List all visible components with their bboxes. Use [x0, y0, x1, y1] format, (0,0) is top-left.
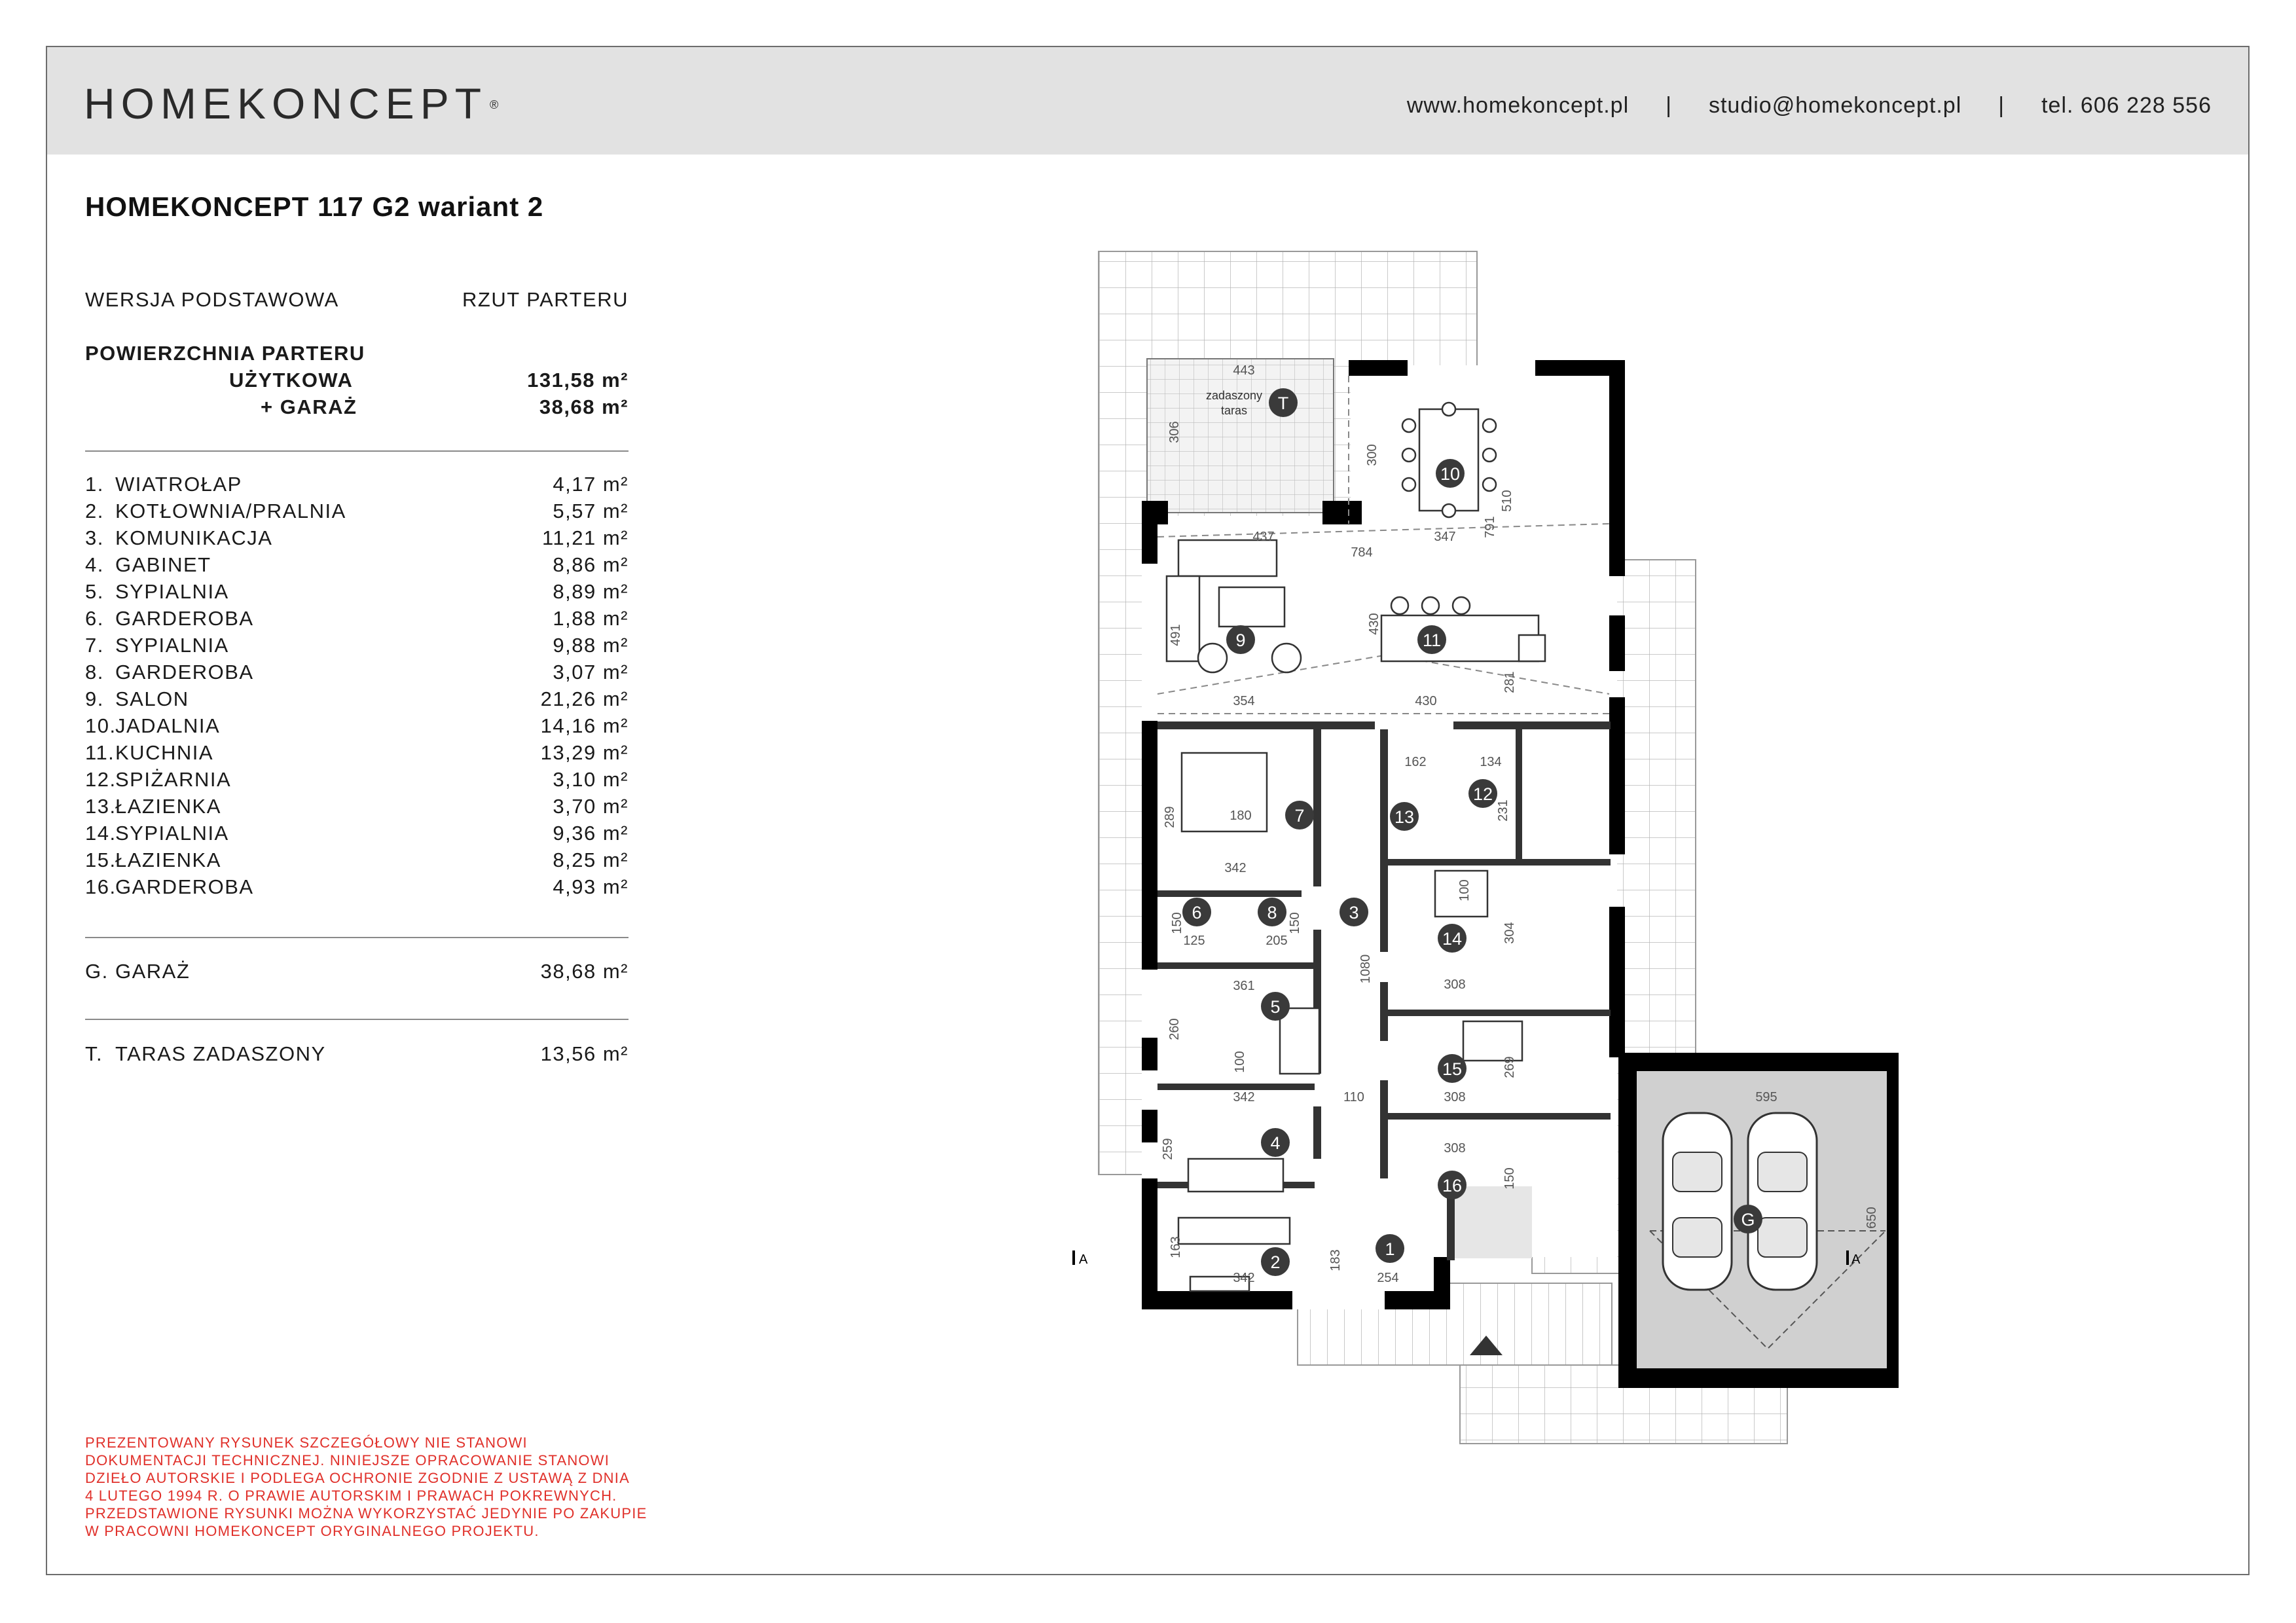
- room-marker-15: [1438, 1054, 1467, 1083]
- dimension-label: 231: [1496, 799, 1510, 822]
- dimension-label: 259: [1161, 1138, 1175, 1160]
- room-marker-1: [1376, 1234, 1404, 1263]
- svg-text:5: 5: [1270, 997, 1281, 1017]
- room-row: [85, 741, 629, 768]
- dimension-label: 100: [1233, 1051, 1247, 1073]
- dimension-label: 180: [1230, 809, 1252, 823]
- usable-label: UŻYTKOWA: [229, 369, 354, 392]
- terrace-caption: taras: [1220, 404, 1248, 417]
- dimension-label: 162: [1404, 755, 1427, 769]
- disclaimer-line: DOKUMENTACJI TECHNICZNEJ. NINIEJSZE OPRACOWANIE STANOWI: [85, 1452, 610, 1468]
- dimension-label: 260: [1167, 1018, 1182, 1040]
- divider: [85, 450, 629, 452]
- room-marker-3: [1339, 898, 1368, 926]
- garage-value: 38,68 m²: [539, 395, 629, 418]
- disclaimer-line: PRZEDSTAWIONE RYSUNKI MOŻNA WYKORZYSTAĆ JEDYNIE PO ZAKUPIE: [85, 1505, 647, 1522]
- room-marker-16: [1438, 1171, 1467, 1199]
- terrace-caption: zadaszony: [1205, 389, 1263, 402]
- room-area: 3,10 m²: [553, 768, 629, 791]
- room-area: 13,29 m²: [540, 741, 629, 764]
- dimension-label: 134: [1480, 755, 1502, 769]
- room-area: 1,88 m²: [553, 607, 629, 630]
- floor-plan: [1021, 236, 1899, 1480]
- dimension-label: 784: [1351, 545, 1373, 560]
- room-marker-5: [1261, 992, 1290, 1021]
- room-name: 5. SYPIALNIA: [85, 580, 229, 603]
- room-marker-13: [1390, 802, 1419, 831]
- room-list: [85, 473, 629, 902]
- room-name: 8. GARDEROBA: [85, 661, 254, 684]
- svg-text:14: 14: [1442, 929, 1463, 949]
- dimension-label: 205: [1266, 934, 1288, 948]
- room-marker-12: [1468, 779, 1497, 808]
- room-marker-7: [1285, 801, 1314, 830]
- disclaimer-line: 4 LUTEGO 1994 R. O PRAWIE AUTORSKIM I PRAWACH POKREWNYCH.: [85, 1487, 617, 1504]
- room-area: 9,36 m²: [553, 822, 629, 845]
- svg-text:8: 8: [1267, 903, 1277, 922]
- room-area: 8,89 m²: [553, 580, 629, 603]
- svg-text:4: 4: [1270, 1133, 1281, 1153]
- room-name: 1. WIATROŁAP: [85, 473, 242, 496]
- svg-text:7: 7: [1294, 806, 1305, 826]
- area-summary: [85, 342, 629, 422]
- garage-name: G. GARAŻ: [85, 960, 191, 983]
- terrace-name: T. TARAS ZADASZONY: [85, 1042, 326, 1065]
- svg-text:A: A: [1079, 1252, 1088, 1267]
- dimension-label: 289: [1163, 806, 1177, 828]
- dimension-label: 306: [1167, 421, 1182, 443]
- dimension-label: 443: [1233, 363, 1255, 378]
- room-row: [85, 795, 629, 822]
- disclaimer: [85, 1434, 648, 1540]
- room-name: 11.KUCHNIA: [85, 741, 214, 764]
- dimension-label: 437: [1252, 530, 1275, 544]
- dimension-label: 304: [1503, 922, 1517, 944]
- section-marker: [1846, 1250, 1861, 1267]
- room-row: [85, 580, 629, 607]
- email-link[interactable]: studio@homekoncept.pl: [1708, 93, 1962, 118]
- dimension-label: 308: [1444, 977, 1466, 992]
- disclaimer-line: W PRACOWNI HOMEKONCEPT ORYGINALNEGO PROJEKTU.: [85, 1523, 539, 1539]
- svg-text:10: 10: [1440, 464, 1461, 484]
- room-name: 4. GABINET: [85, 553, 211, 576]
- terrace-row: [85, 1042, 629, 1069]
- svg-text:1: 1: [1385, 1239, 1395, 1259]
- disclaimer-line: DZIEŁO AUTORSKIE I PODLEGA OCHRONIE ZGODNIE Z USTAWĄ Z DNIA: [85, 1470, 630, 1486]
- room-name: 9. SALON: [85, 687, 189, 710]
- dimension-label: 254: [1377, 1271, 1399, 1285]
- website-link[interactable]: www.homekoncept.pl: [1406, 93, 1630, 118]
- room-name: 6. GARDEROBA: [85, 607, 254, 630]
- dimension-label: 650: [1865, 1207, 1879, 1229]
- svg-text:11: 11: [1422, 630, 1442, 650]
- dimension-label: 100: [1457, 879, 1472, 902]
- usable-value: 131,58 m²: [527, 369, 629, 392]
- dimension-label: 150: [1288, 912, 1302, 934]
- room-area: 11,21 m²: [541, 526, 629, 549]
- svg-text:T: T: [1277, 393, 1289, 413]
- contact-info: [1407, 93, 2212, 119]
- dimension-label: 183: [1328, 1249, 1343, 1271]
- room-area: 4,93 m²: [553, 875, 629, 898]
- room-row: [85, 553, 629, 580]
- car-icon: [1748, 1113, 1817, 1290]
- svg-text:12: 12: [1472, 784, 1493, 804]
- room-marker-t: [1269, 388, 1298, 417]
- garage-label: + GARAŻ: [261, 395, 357, 418]
- svg-text:13: 13: [1394, 807, 1415, 827]
- dimension-label: 354: [1233, 694, 1255, 708]
- version-label: WERSJA PODSTAWOWA: [85, 288, 339, 311]
- room-name: 7. SYPIALNIA: [85, 634, 229, 657]
- dimension-label: 1080: [1358, 954, 1373, 984]
- svg-text:6: 6: [1192, 903, 1202, 922]
- dimension-label: 269: [1503, 1056, 1517, 1078]
- room-marker-9: [1226, 625, 1255, 654]
- dimension-label: 281: [1503, 671, 1517, 693]
- room-area: 4,17 m²: [553, 473, 629, 496]
- dimension-label: 300: [1365, 444, 1379, 466]
- room-marker-11: [1417, 625, 1446, 654]
- divider: [85, 1019, 629, 1020]
- room-row: [85, 473, 629, 500]
- room-row: [85, 768, 629, 795]
- dimension-label: 342: [1233, 1090, 1255, 1104]
- car-icon: [1663, 1113, 1732, 1290]
- room-name: 12.SPIŻARNIA: [85, 768, 232, 791]
- room-row: [85, 822, 629, 848]
- dimension-label: 347: [1434, 530, 1456, 544]
- view-label: RZUT PARTERU: [462, 288, 629, 311]
- room-row: [85, 875, 629, 902]
- room-marker-4: [1261, 1128, 1290, 1157]
- dimension-label: 491: [1169, 624, 1183, 646]
- svg-text:3: 3: [1349, 903, 1359, 922]
- room-name: 10.JADALNIA: [85, 714, 221, 737]
- divider: [85, 937, 629, 938]
- version-row: [85, 288, 629, 315]
- room-area: 14,16 m²: [540, 714, 629, 737]
- room-row: [85, 714, 629, 741]
- dimension-label: 163: [1169, 1236, 1183, 1258]
- room-area: 21,26 m²: [540, 687, 629, 710]
- separator: |: [1666, 93, 1672, 118]
- room-marker-14: [1438, 924, 1467, 953]
- room-marker-8: [1258, 898, 1286, 926]
- header-bar: [47, 47, 2248, 155]
- section-marker: [1072, 1250, 1088, 1267]
- room-marker-6: [1182, 898, 1211, 926]
- room-row: [85, 661, 629, 687]
- svg-text:A: A: [1851, 1252, 1861, 1267]
- svg-text:15: 15: [1442, 1059, 1463, 1079]
- dimension-label: 150: [1170, 912, 1184, 934]
- svg-text:2: 2: [1270, 1252, 1281, 1272]
- separator: |: [1998, 93, 2005, 118]
- dimension-label: 791: [1483, 516, 1497, 538]
- room-name: 3. KOMUNIKACJA: [85, 526, 273, 549]
- room-area: 9,88 m²: [553, 634, 629, 657]
- dimension-label: 342: [1233, 1271, 1255, 1285]
- room-marker-10: [1436, 459, 1465, 488]
- svg-text:16: 16: [1442, 1176, 1463, 1195]
- disclaimer-line: PREZENTOWANY RYSUNEK SZCZEGÓŁOWY NIE STANOWI: [85, 1434, 528, 1451]
- room-name: 16.GARDEROBA: [85, 875, 254, 898]
- room-area: 3,70 m²: [553, 795, 629, 818]
- brand-logo: HOMEKONCEPT ®: [84, 79, 499, 128]
- dimension-label: 361: [1233, 979, 1255, 993]
- room-name: 13.ŁAZIENKA: [85, 795, 221, 818]
- room-name: 14.SYPIALNIA: [85, 822, 229, 845]
- room-area: 8,86 m²: [553, 553, 629, 576]
- dimension-label: 308: [1444, 1090, 1466, 1104]
- svg-text:9: 9: [1235, 630, 1246, 650]
- project-title: HOMEKONCEPT 117 G2 wariant 2: [85, 191, 544, 222]
- dimension-label: 430: [1367, 613, 1381, 635]
- area-heading: POWIERZCHNIA PARTERU: [85, 342, 365, 365]
- dining-floor: [1351, 365, 1619, 516]
- room-area: 5,57 m²: [553, 500, 629, 522]
- dimension-label: 595: [1755, 1090, 1777, 1104]
- phone-number[interactable]: tel. 606 228 556: [2041, 93, 2212, 118]
- room-row: [85, 687, 629, 714]
- room-name: 15.ŁAZIENKA: [85, 848, 221, 871]
- garage-area: 38,68 m²: [540, 960, 629, 983]
- dimension-label: 125: [1183, 934, 1205, 948]
- dimension-label: 342: [1224, 861, 1247, 875]
- terrace-area: 13,56 m²: [540, 1042, 629, 1065]
- room-row: [85, 607, 629, 634]
- room-row: [85, 848, 629, 875]
- room-marker-2: [1261, 1247, 1290, 1276]
- svg-text:G: G: [1741, 1210, 1755, 1230]
- room-row: [85, 500, 629, 526]
- dimension-label: 308: [1444, 1141, 1466, 1156]
- dimension-label: 510: [1500, 490, 1514, 512]
- room-marker-g: [1734, 1205, 1762, 1233]
- dimension-label: 150: [1503, 1167, 1517, 1190]
- dimension-label: 110: [1343, 1090, 1364, 1104]
- room-name: 2. KOTŁOWNIA/PRALNIA: [85, 500, 346, 522]
- room-row: [85, 634, 629, 661]
- dimension-label: 430: [1415, 694, 1437, 708]
- room-area: 8,25 m²: [553, 848, 629, 871]
- garage-row: [85, 960, 629, 987]
- room-row: [85, 526, 629, 553]
- room-area: 3,07 m²: [553, 661, 629, 684]
